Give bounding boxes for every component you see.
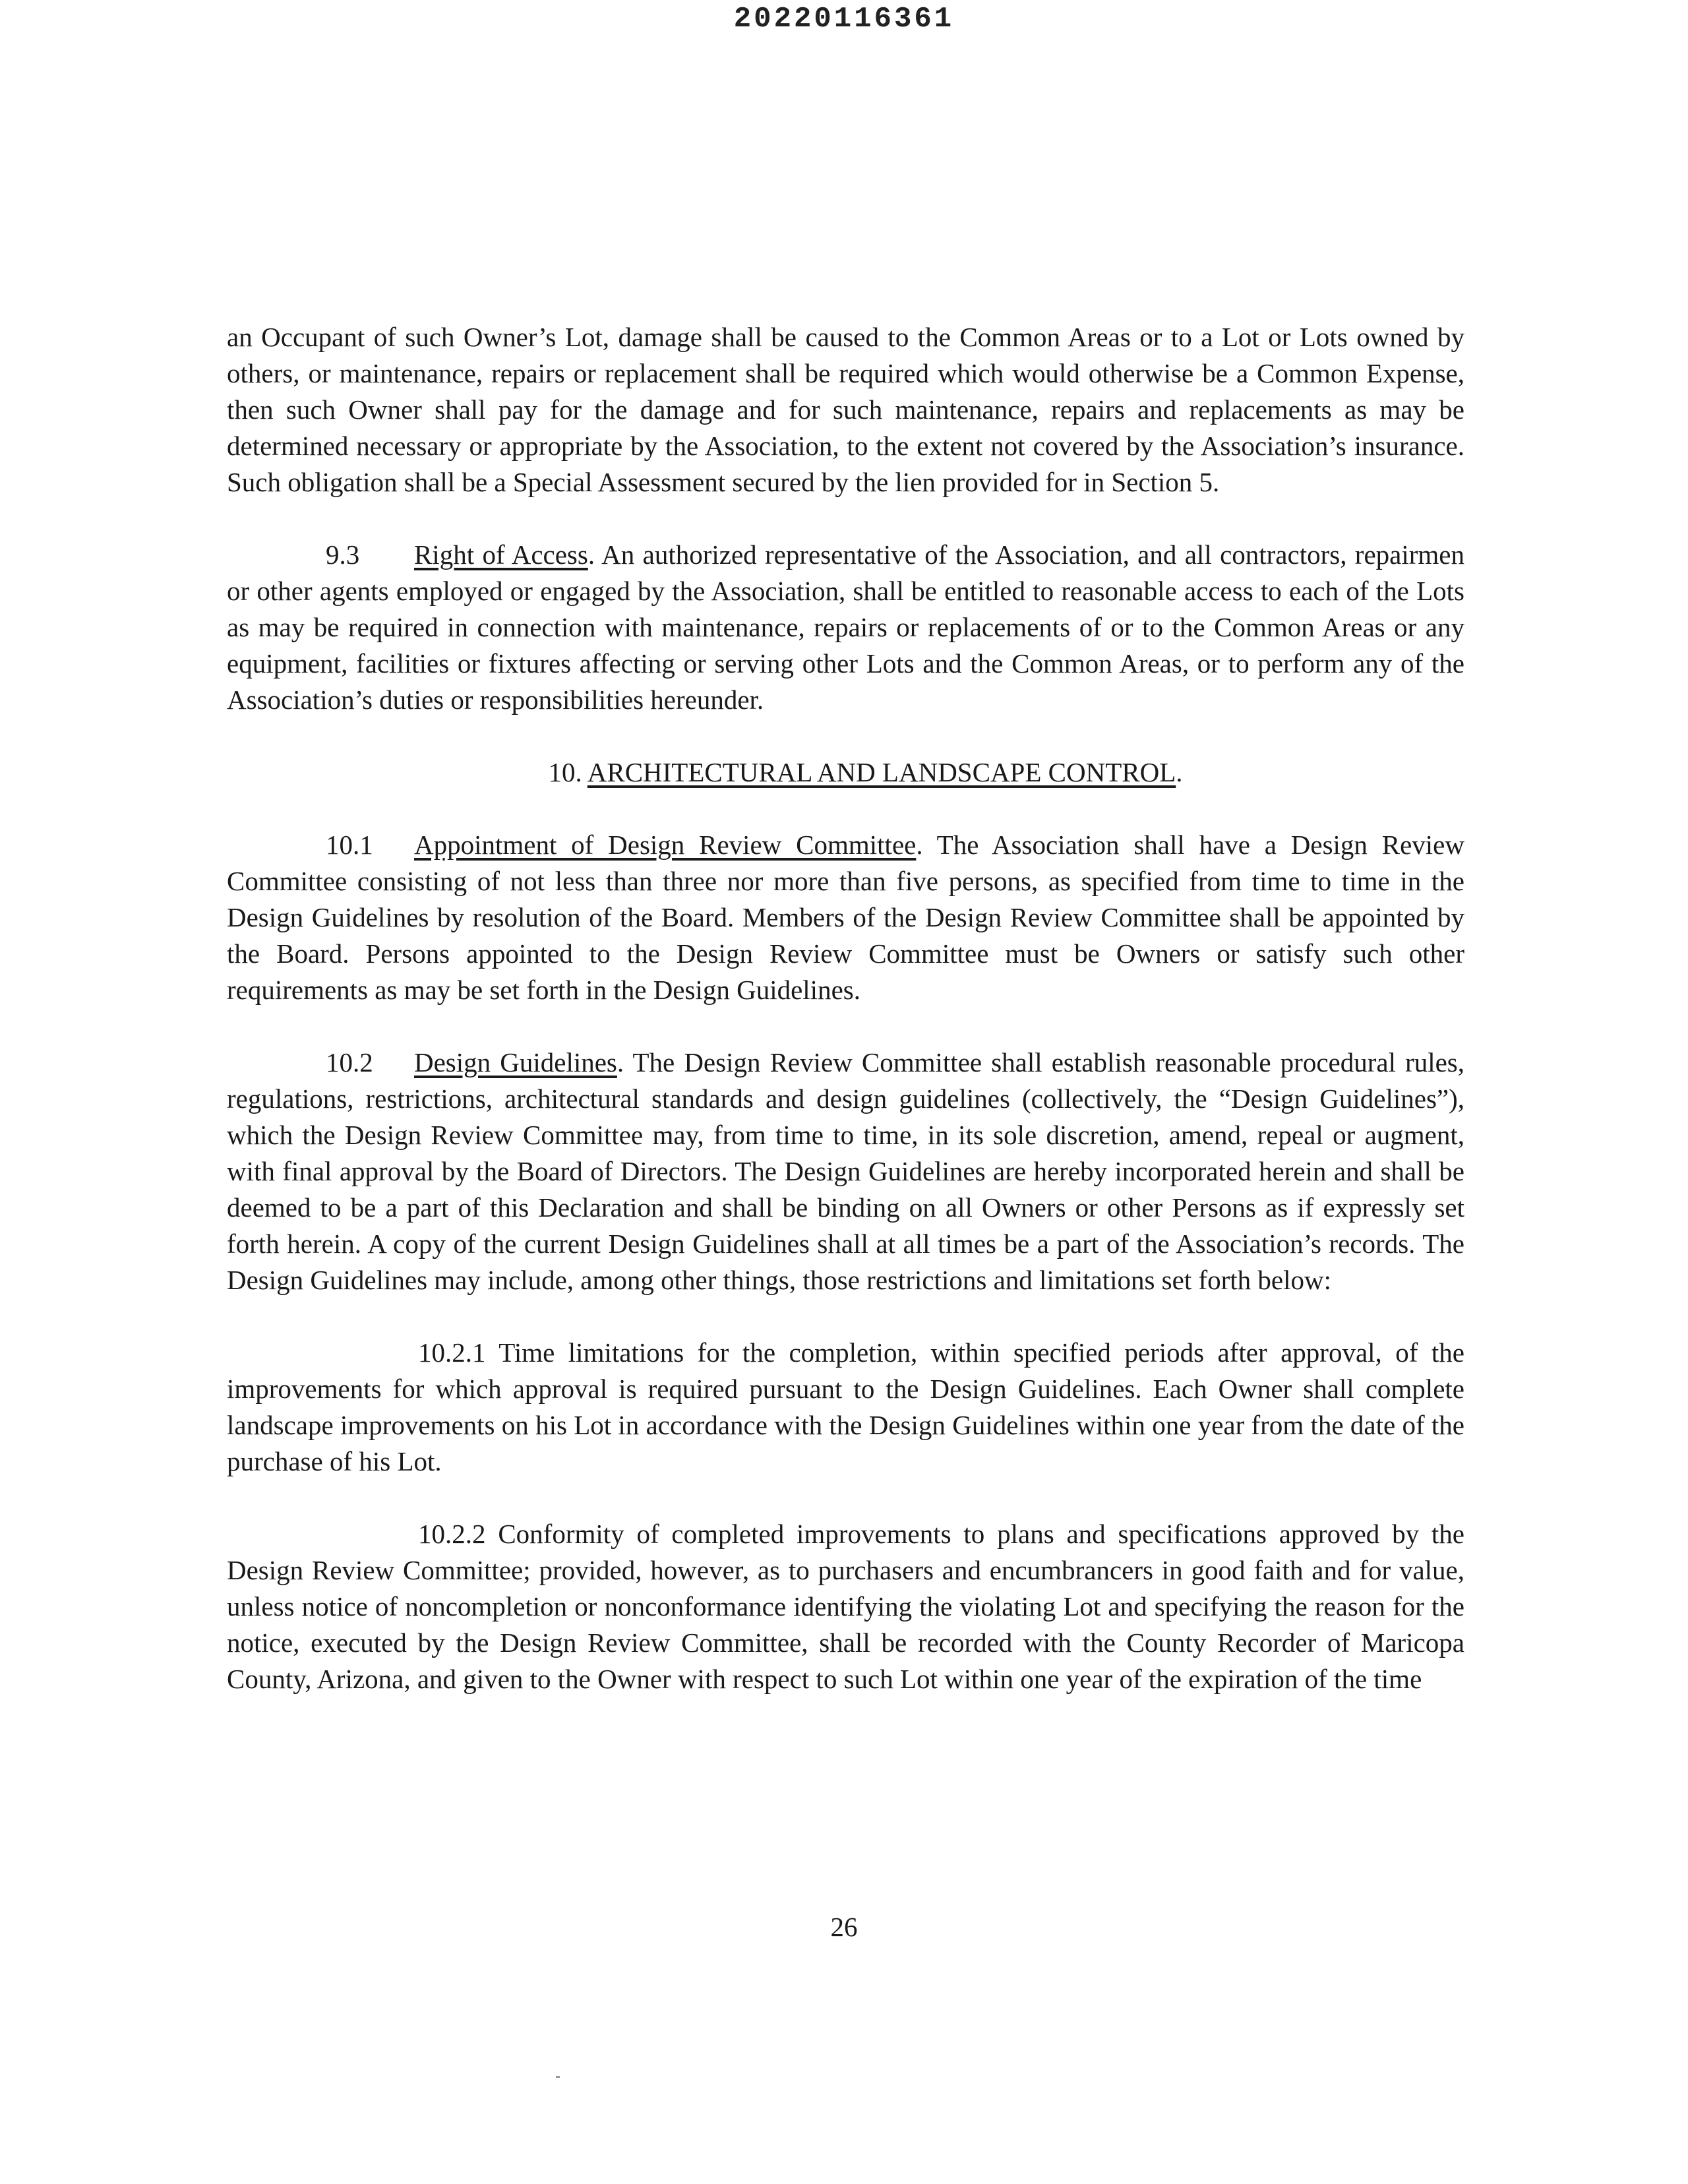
document-number: 20220116361	[733, 3, 955, 36]
section-text: . The Design Review Committee shall establish reasonable procedural rules, regulations, restrictions, architectural standards and design guidelines (collectively, the “Design Guidelines”), which the Design Review Committee may, from time to time, in its sole discretion, amend, repeal or augment, with final approval by the Board of Directors. The Design Guidelines are hereby incorporated herein and shall be deemed to be a part of this Declaration and shall be binding on all Owners or other Persons as if expressly set forth herein. A copy of the current Design Guidelines shall at all times be a part of the Association’s records. The Design Guidelines may include, among other things, those restrictions and limitations set forth below:	[227, 1047, 1464, 1295]
section-9-3	[227, 537, 1464, 718]
heading-title: ARCHITECTURAL AND LANDSCAPE CONTROL	[587, 757, 1176, 787]
page-body	[227, 319, 1464, 1734]
paragraph-continuation: an Occupant of such Owner’s Lot, damage shall be caused to the Common Areas or to a Lot or Lots owned by others, or maintenance, repairs or replacement shall be required which would otherwise be a Common Expense, then such Owner shall pay for the damage and for such maintenance, repairs and replacements as may be determined necessary or appropriate by the Association, to the extent not covered by the Association’s insurance. Such obligation shall be a Special Assessment secured by the lien provided for in Section 5.	[227, 322, 1464, 497]
section-number: 9.3	[326, 539, 360, 570]
section-10-2	[227, 1045, 1464, 1298]
page-number: 26	[830, 1912, 858, 1942]
heading-number: 10.	[548, 757, 582, 787]
scan-speck	[556, 2076, 560, 2078]
section-10-heading	[227, 754, 1464, 791]
section-number: 10.1	[326, 830, 373, 860]
section-10-2-2: 10.2.2 Conformity of completed improvements to plans and specifications approved by the Design Review Committee; provided, however, as to purchasers and encumbrancers in good faith and for value, unless notice of noncompletion or nonconformance identifying the violating Lot and specifying the reason for the notice, executed by the Design Review Committee, shall be recorded with the County Recorder of Maricopa County, Arizona, and given to the Owner with respect to such Lot within one year of the expiration of the time	[227, 1519, 1464, 1694]
section-title: Design Guidelines	[414, 1047, 617, 1077]
section-title: Appointment of Design Review Committee	[414, 830, 917, 860]
section-10-2-1: 10.2.1 Time limitations for the completion, within specified periods after approval, of the improvements for which approval is required pursuant to the Design Guidelines. Each Owner shall complete landscape improvements on his Lot in accordance with the Design Guidelines within one year from the date of the purchase of his Lot.	[227, 1337, 1464, 1476]
section-title: Right of Access	[414, 539, 588, 570]
section-number: 10.2	[326, 1047, 373, 1077]
section-text: . The Association shall have a Design Review Committee consisting of not less than three nor more than five persons, as specified from time to time in the Design Guidelines by resolution of the Board. Members of the Design Review Committee shall be appointed by the Board. Persons appointed to the Design Review Committee must be Owners or satisfy such other requirements as may be set forth in the Design Guidelines.	[227, 830, 1464, 1005]
section-10-1	[227, 827, 1464, 1008]
section-text: . An authorized representative of the Association, and all contractors, repairmen or other agents employed or engaged by the Association, shall be entitled to reasonable access to each of the Lots as may be required in connection with maintenance, repairs or replacements of or to the Common Areas or any equipment, facilities or fixtures affecting or serving other Lots and the Common Areas, or to perform any of the Association’s duties or responsibilities hereunder.	[227, 539, 1464, 715]
heading-suffix: .	[1176, 757, 1183, 787]
